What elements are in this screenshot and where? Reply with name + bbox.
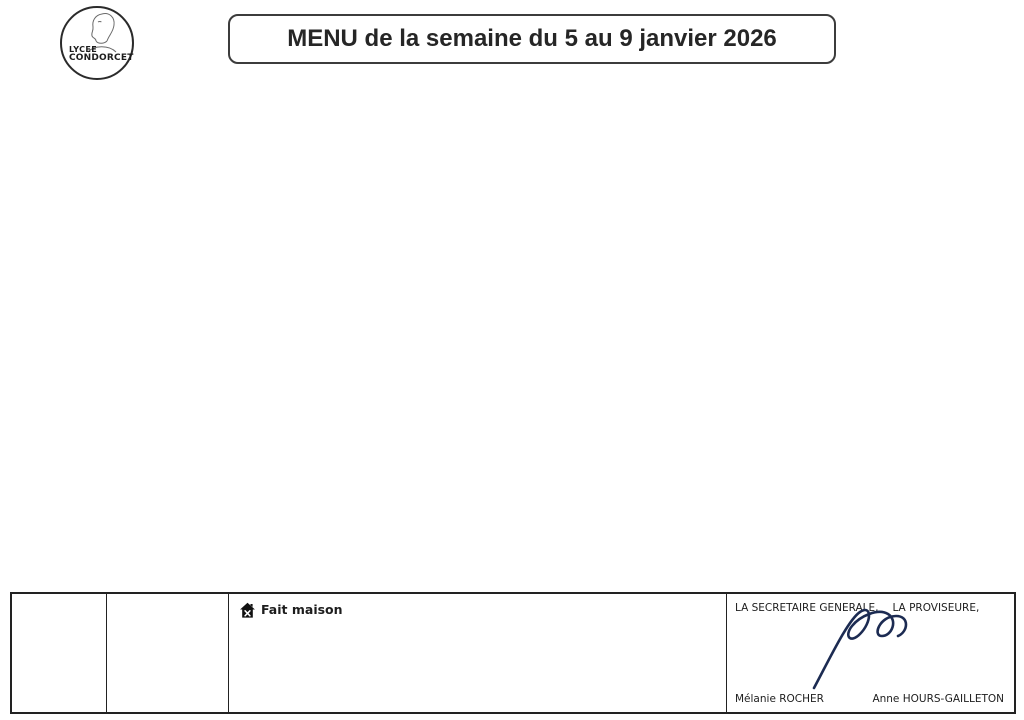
menu-title-box [228, 14, 836, 64]
signatures-section [726, 594, 1014, 712]
fait-maison-label: Fait maison [261, 602, 343, 617]
secretary-name: Mélanie ROCHER [735, 693, 824, 705]
logo-line1: LYCEE [69, 45, 98, 54]
desserts-row [14, 516, 1012, 578]
signature-icon [806, 596, 926, 696]
secretary-title: LA SECRETAIRE GENERALE, [735, 602, 879, 614]
footer-box [10, 592, 1016, 714]
fait-maison-legend [239, 600, 716, 620]
page-title: MENU de la semaine du 5 au 9 janvier 2026 [287, 25, 777, 52]
notes-section [228, 594, 726, 712]
school-logo-text [69, 46, 134, 64]
principal-title: LA PROVISEURE, [892, 602, 980, 614]
signature-names [735, 693, 1004, 705]
day-headers-row [14, 86, 1012, 120]
principal-name: Anne HOURS-GAILLETON [872, 693, 1004, 705]
fait-maison-icon [239, 602, 256, 619]
allergen-legend-col2 [106, 594, 228, 712]
main-courses-row [14, 244, 1012, 454]
logo-line2: CONDORCET [69, 53, 134, 64]
dairy-row [14, 460, 1012, 510]
starters-row [14, 127, 1012, 233]
school-logo [60, 6, 134, 80]
allergen-legend-col1 [12, 594, 106, 712]
